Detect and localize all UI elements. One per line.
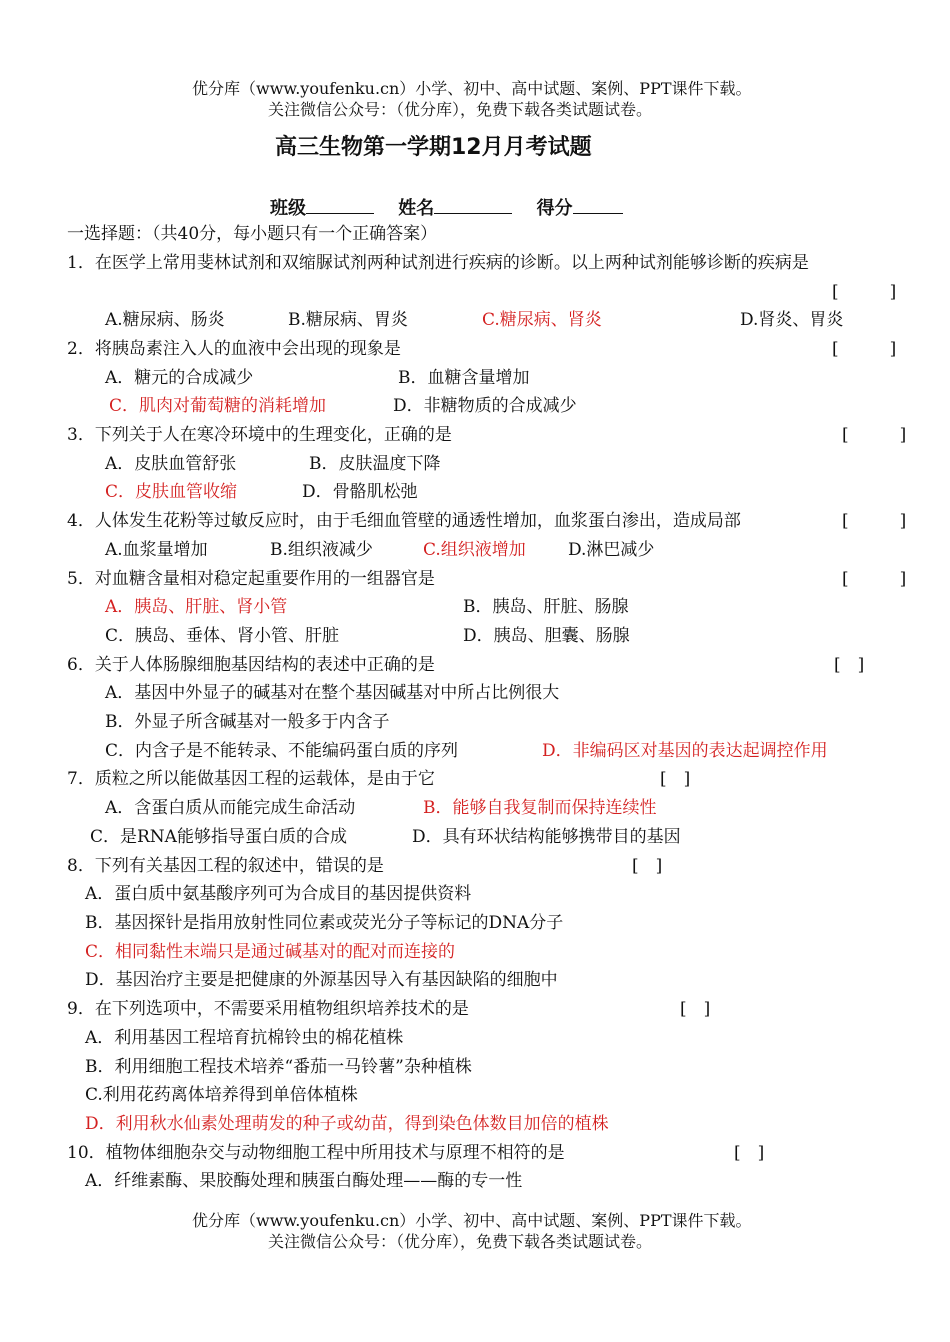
- option-9d-answer: D．利用秋水仙素处理萌发的种子或幼苗，得到染色体数目加倍的植株: [85, 1114, 609, 1134]
- option-3c-answer: C．皮肤血管收缩: [105, 482, 238, 502]
- score-field[interactable]: [573, 195, 623, 214]
- answer-bracket: [ ]: [632, 856, 663, 876]
- header-line-1: 优分库（www.youfenku.cn）小学、初中、高中试题、案例、PPT课件下载。: [192, 79, 752, 98]
- question-2-stem: 2．将胰岛素注入人的血液中会出现的现象是: [67, 339, 401, 359]
- option-2b: B．血糖含量增加: [398, 368, 530, 388]
- option-8b: B．基因探针是指用放射性同位素或荧光分子等标记的DNA分子: [85, 913, 564, 933]
- question-5-stem: 5．对血糖含量相对稳定起重要作用的一组器官是: [67, 569, 435, 589]
- option-4c-answer: C.组织液增加: [423, 540, 526, 560]
- header-line-2: 关注微信公众号：（优分库），免费下载各类试题试卷。: [268, 100, 653, 119]
- option-4a: A.血浆量增加: [105, 540, 208, 560]
- option-5d: D．胰岛、胆囊、肠腺: [463, 626, 630, 646]
- option-7b-answer: B．能够自我复制而保持连续性: [423, 798, 657, 818]
- option-2d: D．非糖物质的合成减少: [393, 396, 577, 416]
- answer-bracket: [ ]: [842, 425, 907, 445]
- option-7a: A．含蛋白质从而能完成生命活动: [105, 798, 356, 818]
- question-4-stem: 4．人体发生花粉等过敏反应时，由于毛细血管壁的通透性增加，血浆蛋白渗出，造成局部: [67, 511, 741, 531]
- option-5a-answer: A．胰岛、肝脏、肾小管: [105, 597, 288, 617]
- answer-bracket: [ ]: [842, 511, 907, 531]
- question-8-stem: 8．下列有关基因工程的叙述中，错误的是: [67, 856, 384, 876]
- answer-bracket: [ ]: [660, 769, 691, 789]
- footer-line-1: 优分库（www.youfenku.cn）小学、初中、高中试题、案例、PPT课件下载。: [192, 1211, 752, 1230]
- option-2c-answer: C．肌肉对葡萄糖的消耗增加: [109, 396, 327, 416]
- option-10a: A．纤维素酶、果胶酶处理和胰蛋白酶处理——酶的专一性: [85, 1171, 523, 1191]
- class-label: 班级: [270, 198, 306, 219]
- option-3a: A．皮肤血管舒张: [105, 454, 237, 474]
- option-6a: A．基因中外显子的碱基对在整个基因碱基对中所占比例很大: [105, 683, 560, 703]
- option-1c-answer: C.糖尿病、肾炎: [482, 310, 602, 330]
- option-8c-answer: C．相同黏性末端只是通过碱基对的配对而连接的: [85, 942, 456, 962]
- option-7c: C．是RNA能够指导蛋白质的合成: [90, 827, 347, 847]
- option-4b: B.组织液减少: [270, 540, 373, 560]
- answer-bracket: [ ]: [834, 655, 865, 675]
- footer-line-2: 关注微信公众号：（优分库），免费下载各类试题试卷。: [268, 1232, 653, 1251]
- option-6c: C．内含子是不能转录、不能编码蛋白质的序列: [105, 741, 459, 761]
- question-7-stem: 7．质粒之所以能做基因工程的运载体，是由于它: [67, 769, 435, 789]
- class-field[interactable]: [306, 195, 374, 214]
- answer-bracket: [ ]: [680, 999, 711, 1019]
- answer-bracket: [ ]: [734, 1143, 765, 1163]
- option-9a: A．利用基因工程培育抗棉铃虫的棉花植株: [85, 1028, 404, 1048]
- option-8d: D．基因治疗主要是把健康的外源基因导入有基因缺陷的细胞中: [85, 970, 558, 990]
- student-info: [270, 195, 641, 220]
- question-1-stem: 1．在医学上常用斐林试剂和双缩脲试剂两种试剂进行疾病的诊断。以上两种试剂能够诊断的疾病是: [67, 253, 809, 273]
- question-9-stem: 9．在下列选项中，不需要采用植物组织培养技术的是: [67, 999, 469, 1019]
- option-4d: D.淋巴减少: [568, 540, 655, 560]
- option-7d: D．具有环状结构能够携带目的基因: [412, 827, 681, 847]
- question-6-stem: 6．关于人体肠腺细胞基因结构的表述中正确的是: [67, 655, 435, 675]
- name-field[interactable]: [434, 195, 512, 214]
- answer-bracket: [ ]: [832, 339, 897, 359]
- question-10-stem: 10．植物体细胞杂交与动物细胞工程中所用技术与原理不相符的是: [67, 1143, 565, 1163]
- option-3d: D．骨骼肌松弛: [302, 482, 418, 502]
- answer-bracket: [ ]: [832, 282, 897, 302]
- option-5c: C．胰岛、垂体、肾小管、肝脏: [105, 626, 340, 646]
- option-3b: B．皮肤温度下降: [309, 454, 441, 474]
- option-1d: D.肾炎、胃炎: [740, 310, 844, 330]
- option-1b: B.糖尿病、胃炎: [288, 310, 408, 330]
- option-6d-answer: D．非编码区对基因的表达起调控作用: [542, 741, 828, 761]
- option-2a: A．糖元的合成减少: [105, 368, 254, 388]
- score-label: 得分: [536, 198, 573, 219]
- option-5b: B．胰岛、肝脏、肠腺: [463, 597, 629, 617]
- name-label: 姓名: [398, 198, 435, 219]
- option-6b: B．外显子所含碱基对一般多于内含子: [105, 712, 390, 732]
- option-9b: B．利用细胞工程技术培养“番茄一马铃薯”杂种植株: [85, 1057, 472, 1077]
- section-heading: 一选择题：（共40分，每小题只有一个正确答案）: [67, 224, 438, 244]
- option-8a: A．蛋白质中氨基酸序列可为合成目的基因提供资料: [85, 884, 472, 904]
- answer-bracket: [ ]: [842, 569, 907, 589]
- option-9c: C.利用花药离体培养得到单倍体植株: [85, 1085, 358, 1105]
- option-1a: A.糖尿病、肠炎: [105, 310, 225, 330]
- page-title: 高三生物第一学期12月月考试题: [275, 135, 592, 160]
- question-3-stem: 3．下列关于人在寒冷环境中的生理变化，正确的是: [67, 425, 452, 445]
